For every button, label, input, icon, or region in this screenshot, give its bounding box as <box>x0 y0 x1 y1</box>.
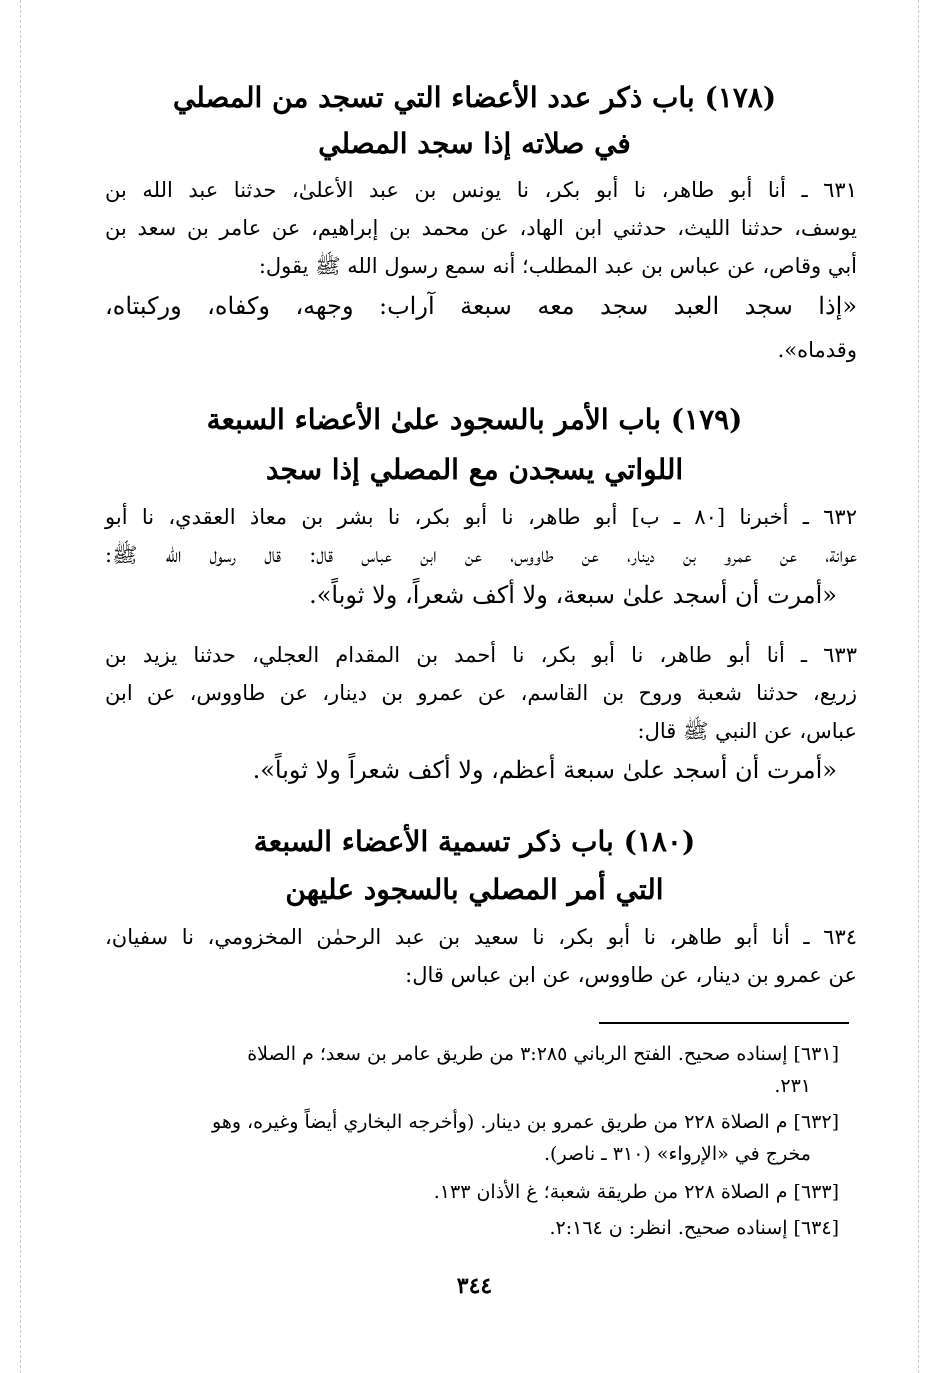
hadith-quote-line: وقدماه». <box>777 338 857 362</box>
footnote-line: ٢٣١. <box>774 1075 811 1097</box>
hadith-quote-line: «إذا سجد العبد سجد معه سبعة آراب: وجهه، وكفاه، وركبتاه، <box>105 292 857 320</box>
hadith-text-line: عوانة، عن عمرو بن دينار، عن طاووس، عن ابن عباس قال: قال رسول الله ﷺ: <box>105 543 857 567</box>
footnote-line: [٦٣٤] إسناده صحيح. انظر: ن ٢:١٦٤. <box>549 1217 839 1239</box>
page-edge-line <box>20 0 21 1373</box>
hadith-text-line: ٦٣٢ ـ أخبرنا [٨٠ ـ ب] أبو طاهر، نا أبو بكر، نا بشر بن معاذ العقدي، نا أبو <box>105 505 857 529</box>
hadith-text-line: زريع، حدثنا شعبة وروح بن القاسم، عن عمرو بن دينار، عن طاووس، عن ابن <box>105 681 858 705</box>
chapter-heading-line: (١٨٠) باب ذكر تسمية الأعضاء السبعة <box>253 825 696 858</box>
chapter-heading-line: في صلاته إذا سجد المصلي <box>318 127 631 160</box>
hadith-quote-line: «أمرت أن أسجد علىٰ سبعة، ولا أكف شعراً، ولا ثوباً». <box>309 581 837 609</box>
hadith-text-line: أبي وقاص، عن عباس بن عبد المطلب؛ أنه سمع رسول الله ﷺ يقول: <box>258 254 857 278</box>
hadith-text-line: يوسف، حدثنا الليث، حدثني ابن الهاد، عن محمد بن إبراهيم، عن عامر بن سعد بن <box>105 216 857 240</box>
chapter-heading-line: التي أمر المصلي بالسجود عليهن <box>285 873 664 906</box>
page-edge-line <box>918 0 919 1373</box>
hadith-quote-line: «أمرت أن أسجد علىٰ سبعة أعظم، ولا أكف شعراً ولا ثوباً». <box>252 756 837 784</box>
hadith-text-line: عباس، عن النبي ﷺ قال: <box>637 719 857 743</box>
hadith-text-line: ٦٣٣ ـ أنا أبو طاهر، نا أبو بكر، نا أحمد بن المقدام العجلي، حدثنا يزيد بن <box>105 643 857 667</box>
hadith-text-line: عن عمرو بن دينار، عن طاووس، عن ابن عباس قال: <box>405 963 857 987</box>
footnote-separator <box>599 1022 849 1024</box>
chapter-heading-line: اللواتي يسجدن مع المصلي إذا سجد <box>265 453 684 486</box>
footnote-line: [٦٣٣] م الصلاة ٢٢٨ من طريقة شعبة؛ غ الأذان ١٣٣. <box>433 1181 839 1203</box>
hadith-text-line: ٦٣١ ـ أنا أبو طاهر، نا أبو بكر، نا يونس بن عبد الأعلىٰ، حدثنا عبد الله بن <box>105 178 857 202</box>
chapter-heading-line: (١٧٩) باب الأمر بالسجود علىٰ الأعضاء السبعة <box>206 403 743 436</box>
hadith-text-line: ٦٣٤ ـ أنا أبو طاهر، نا أبو بكر، نا سعيد بن عبد الرحمٰن المخزومي، نا سفيان، <box>105 925 858 949</box>
footnote-line: [٦٣٢] م الصلاة ٢٢٨ من طريق عمرو بن دينار. (وأخرجه البخاري أيضاً وغيره، وهو <box>212 1111 839 1133</box>
page-number: ٣٤٤ <box>456 1273 493 1299</box>
chapter-heading-line: (١٧٨) باب ذكر عدد الأعضاء التي تسجد من المصلي <box>172 81 777 114</box>
footnote-line: مخرج في «الإرواء» (٣١٠ ـ ناصر). <box>544 1143 811 1165</box>
footnote-line: [٦٣١] إسناده صحيح. الفتح الرباني ٣:٢٨٥ من طريق عامر بن سعد؛ م الصلاة <box>247 1043 839 1065</box>
